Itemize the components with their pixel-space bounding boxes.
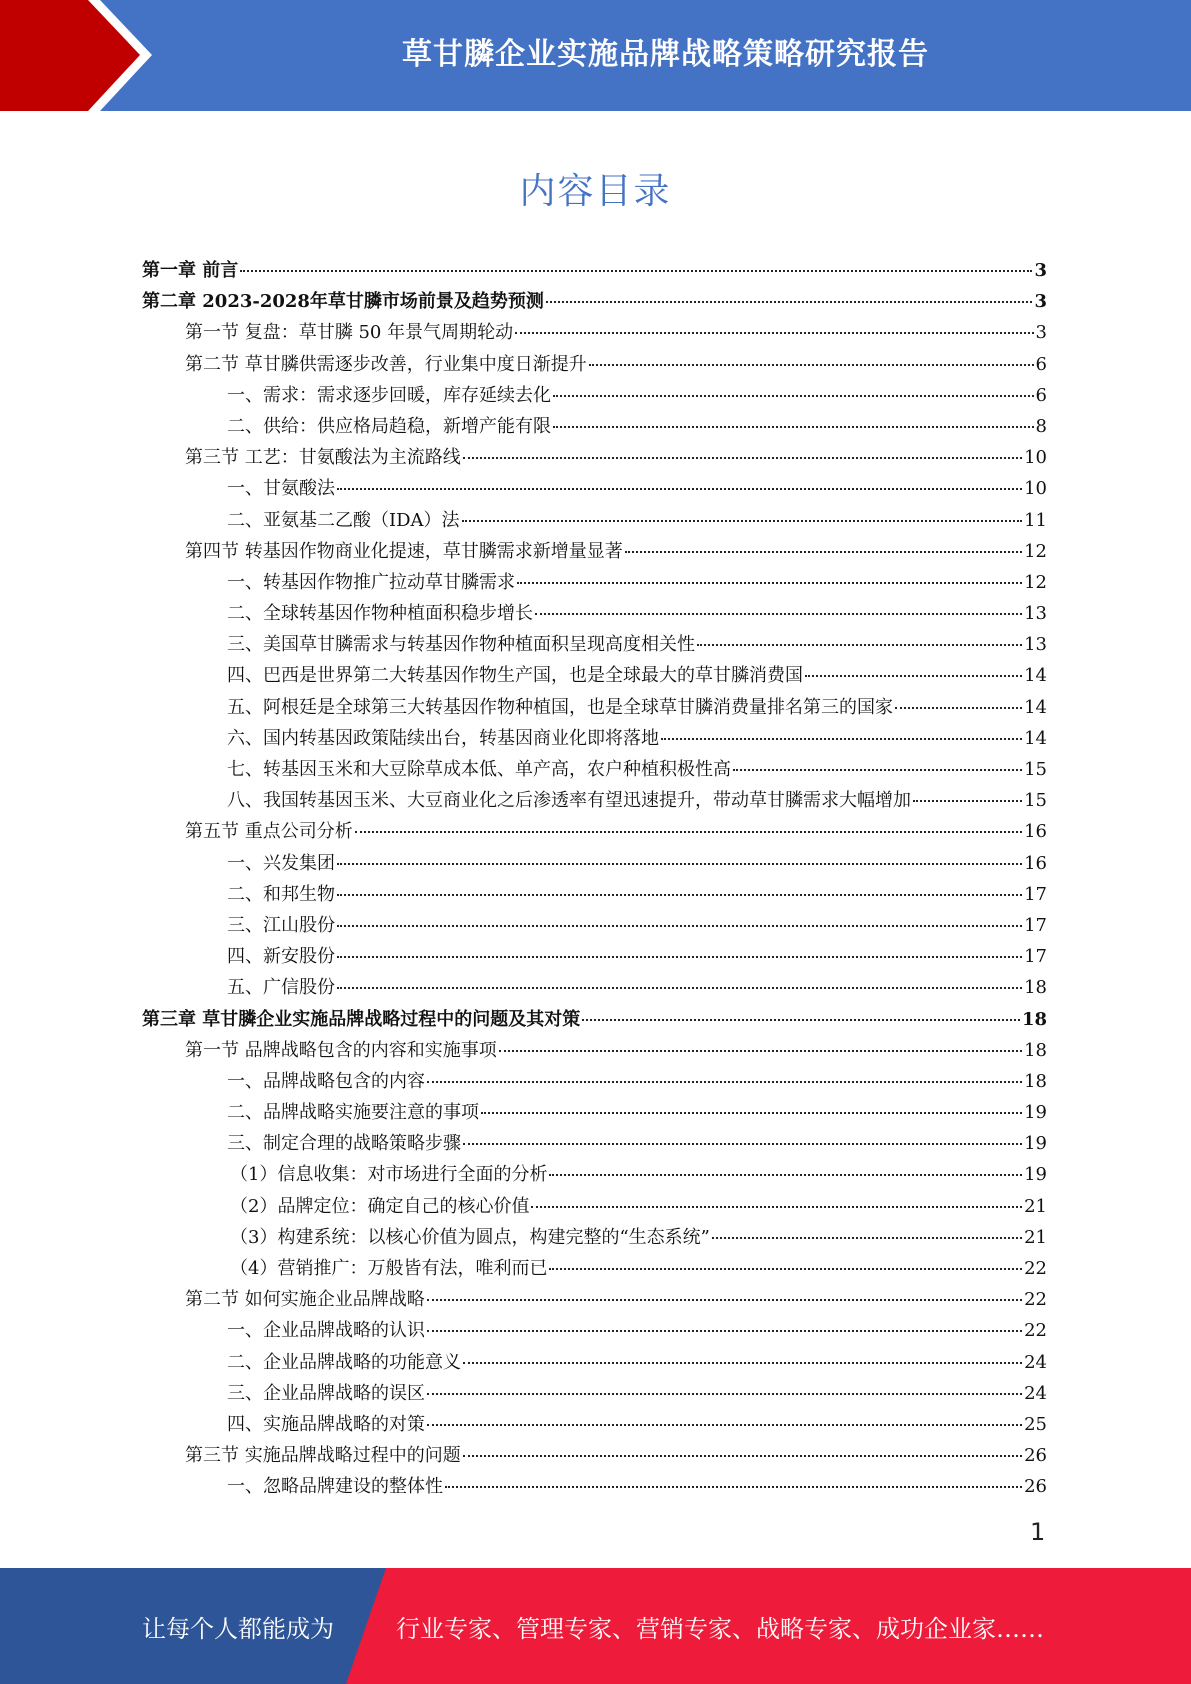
toc-leader-dots	[582, 999, 1020, 1021]
toc-entry-label: 七、转基因玉米和大豆除草成本低、单产高，农户种植积极性高	[227, 759, 731, 780]
toc-leader-dots	[355, 811, 1022, 833]
footer-slogan-left: 让每个人都能成为	[142, 1614, 334, 1643]
toc-entry-page: 12	[1024, 571, 1047, 593]
toc-entry-label: 二、和邦生物	[227, 883, 335, 905]
toc-entry-page: 13	[1024, 603, 1047, 625]
toc-entry-label: 二、企业品牌战略的功能意义	[227, 1351, 461, 1373]
toc-leader-dots	[517, 562, 1022, 584]
toc-entry-page: 21	[1024, 1195, 1047, 1217]
toc-entry-page: 18	[1024, 1039, 1047, 1061]
toc-entry-label: 第一章 前言	[142, 260, 239, 281]
toc-leader-dots	[697, 624, 1022, 646]
toc-entry-page: 22	[1024, 1258, 1047, 1279]
toc-leader-dots	[499, 1030, 1022, 1052]
toc-leader-dots	[427, 1310, 1022, 1332]
toc-leader-dots	[805, 655, 1022, 677]
toc-entry-label: 四、新安股份	[227, 946, 335, 968]
toc-leader-dots	[535, 593, 1022, 615]
toc-entry-page: 25	[1024, 1413, 1047, 1435]
toc-entry-label: 第三章 草甘膦企业实施品牌战略过程中的问题及其对策	[142, 1008, 581, 1030]
toc-leader-dots	[240, 250, 1032, 272]
toc-entry-page: 15	[1024, 759, 1047, 780]
toc-leader-dots	[733, 749, 1022, 771]
toc-entry[interactable]	[142, 1470, 1047, 1501]
toc-leader-dots	[463, 1342, 1022, 1364]
toc-entry-label: 五、阿根廷是全球第三大转基因作物种植国，也是全球草甘膦消费量排名第三的国家	[227, 696, 893, 718]
toc-leader-dots	[462, 500, 1023, 522]
toc-entry-label: 第三节 实施品牌战略过程中的问题	[185, 1445, 461, 1467]
toc-entry-page: 14	[1024, 665, 1047, 687]
header-banner	[0, 0, 1191, 111]
toc-entry-page: 12	[1024, 540, 1047, 562]
toc-leader-dots	[481, 1092, 1022, 1114]
toc-entry-page: 15	[1024, 790, 1047, 812]
toc-entry-label: （3）构建系统：以核心价值为圆点，构建完整的“生态系统”	[230, 1226, 710, 1248]
toc-entry-page: 18	[1021, 1008, 1047, 1030]
toc-leader-dots	[337, 843, 1022, 865]
toc-entry-page: 11	[1024, 509, 1047, 531]
toc-entry-page: 26	[1024, 1476, 1047, 1498]
table-of-contents	[142, 254, 1047, 1502]
toc-entry-label: 第二章 2023-2028年草甘膦市场前景及趋势预测	[142, 291, 544, 313]
toc-entry-page: 3	[1035, 322, 1047, 344]
toc-entry-label: （1）信息收集：对市场进行全面的分析	[230, 1164, 548, 1186]
toc-entry-label: 二、品牌战略实施要注意的事项	[227, 1102, 479, 1124]
toc-leader-dots	[463, 1435, 1022, 1457]
toc-leader-dots	[661, 718, 1022, 740]
page-number: 1	[1030, 1518, 1046, 1546]
toc-entry-page: 10	[1024, 478, 1047, 500]
toc-leader-dots	[337, 967, 1022, 989]
toc-leader-dots	[463, 437, 1022, 459]
toc-entry-page: 6	[1035, 353, 1047, 375]
toc-entry-label: 一、忽略品牌建设的整体性	[227, 1476, 443, 1498]
toc-entry-page: 19	[1024, 1133, 1047, 1155]
toc-entry-page: 17	[1024, 946, 1047, 968]
toc-entry[interactable]	[142, 753, 1047, 784]
toc-entry-label: 第三节 工艺：甘氨酸法为主流路线	[185, 447, 461, 469]
toc-leader-dots	[337, 874, 1022, 896]
toc-entry-page: 22	[1024, 1320, 1047, 1342]
toc-entry-page: 24	[1024, 1382, 1047, 1404]
toc-leader-dots	[427, 1404, 1022, 1426]
toc-entry-page: 3	[1034, 291, 1047, 313]
toc-entry-label: （2）品牌定位：确定自己的核心价值	[230, 1195, 530, 1217]
toc-leader-dots	[625, 531, 1022, 553]
toc-entry-page: 22	[1024, 1289, 1047, 1311]
toc-entry-label: 二、供给：供应格局趋稳，新增产能有限	[227, 415, 551, 437]
toc-entry-page: 14	[1024, 727, 1047, 749]
toc-entry-page: 16	[1024, 821, 1047, 843]
toc-entry-label: 一、转基因作物推广拉动草甘膦需求	[227, 571, 515, 593]
toc-leader-dots	[549, 1154, 1022, 1176]
toc-heading: 内容目录	[519, 171, 672, 212]
toc-leader-dots	[427, 1061, 1022, 1083]
toc-entry-page: 8	[1035, 415, 1047, 437]
toc-leader-dots	[445, 1466, 1022, 1488]
toc-entry-label: 三、江山股份	[227, 914, 335, 936]
toc-entry-label: 八、我国转基因玉米、大豆商业化之后渗透率有望迅速提升，带动草甘膦需求大幅增加	[227, 790, 911, 812]
toc-entry-page: 19	[1024, 1102, 1047, 1124]
toc-entry-page: 17	[1024, 883, 1047, 905]
toc-entry-label: 一、企业品牌战略的认识	[227, 1320, 425, 1342]
toc-entry-page: 24	[1024, 1351, 1047, 1373]
toc-entry-page: 17	[1024, 914, 1047, 936]
toc-entry-page: 21	[1024, 1226, 1047, 1248]
toc-leader-dots	[549, 1248, 1022, 1270]
toc-entry-page: 6	[1035, 384, 1047, 406]
report-title: 草甘膦企业实施品牌战略策略研究报告	[402, 37, 929, 72]
toc-entry-page: 18	[1024, 977, 1047, 999]
toc-entry-label: 一、品牌战略包含的内容	[227, 1070, 425, 1092]
toc-entry-label: 第二节 如何实施企业品牌战略	[185, 1289, 425, 1311]
toc-entry-label: 四、巴西是世界第二大转基因作物生产国，也是全球最大的草甘膦消费国	[227, 665, 803, 687]
toc-entry-page: 3	[1034, 260, 1047, 281]
toc-entry-label: 第二节 草甘膦供需逐步改善，行业集中度日渐提升	[185, 353, 587, 375]
toc-leader-dots	[427, 1373, 1022, 1395]
toc-entry-page: 18	[1024, 1070, 1047, 1092]
toc-entry-label: 三、美国草甘膦需求与转基因作物种植面积呈现高度相关性	[227, 634, 695, 656]
toc-entry-label: 六、国内转基因政策陆续出台，转基因商业化即将落地	[227, 727, 659, 749]
toc-leader-dots	[337, 468, 1022, 490]
toc-entry-label: 第一节 复盘：草甘膦 50 年景气周期轮动	[185, 322, 514, 344]
toc-leader-dots	[895, 687, 1022, 709]
toc-leader-dots	[553, 375, 1034, 397]
toc-entry-page: 16	[1024, 852, 1047, 874]
toc-leader-dots	[463, 1123, 1022, 1145]
toc-entry-label: 五、广信股份	[227, 977, 335, 999]
toc-entry-label: 二、全球转基因作物种植面积稳步增长	[227, 603, 533, 625]
toc-entry-label: 三、制定合理的战略策略步骤	[227, 1133, 461, 1155]
toc-entry-page: 14	[1024, 696, 1047, 718]
toc-entry-label: 二、亚氨基二乙酸（IDA）法	[227, 509, 460, 531]
toc-leader-dots	[712, 1217, 1022, 1239]
toc-entry-label: 一、兴发集团	[227, 852, 335, 874]
toc-entry-label: （4）营销推广：万般皆有法，唯利而已	[230, 1258, 548, 1279]
toc-entry-label: 一、需求：需求逐步回暖，库存延续去化	[227, 384, 551, 406]
toc-leader-dots	[589, 344, 1034, 366]
footer-banner	[0, 1568, 1191, 1684]
toc-entry-label: 一、甘氨酸法	[227, 478, 335, 500]
toc-leader-dots	[913, 780, 1022, 802]
toc-entry-label: 第四节 转基因作物商业化提速，草甘膦需求新增量显著	[185, 540, 623, 562]
toc-leader-dots	[531, 1186, 1022, 1208]
toc-entry-page: 10	[1024, 447, 1047, 469]
toc-leader-dots	[546, 281, 1033, 303]
toc-entry-page: 26	[1024, 1445, 1047, 1467]
toc-entry-label: 第一节 品牌战略包含的内容和实施事项	[185, 1039, 497, 1061]
toc-entry-label: 四、实施品牌战略的对策	[227, 1413, 425, 1435]
toc-entry-label: 三、企业品牌战略的误区	[227, 1382, 425, 1404]
toc-leader-dots	[337, 936, 1022, 958]
toc-leader-dots	[427, 1279, 1022, 1301]
toc-entry-page: 19	[1024, 1164, 1047, 1186]
footer-slogan-right: 行业专家、管理专家、营销专家、战略专家、成功企业家……	[396, 1614, 1044, 1643]
toc-entry-page: 13	[1024, 634, 1047, 656]
toc-entry-label: 第五节 重点公司分析	[185, 821, 353, 843]
toc-leader-dots	[553, 406, 1034, 428]
toc-leader-dots	[337, 905, 1022, 927]
toc-leader-dots	[515, 312, 1033, 334]
